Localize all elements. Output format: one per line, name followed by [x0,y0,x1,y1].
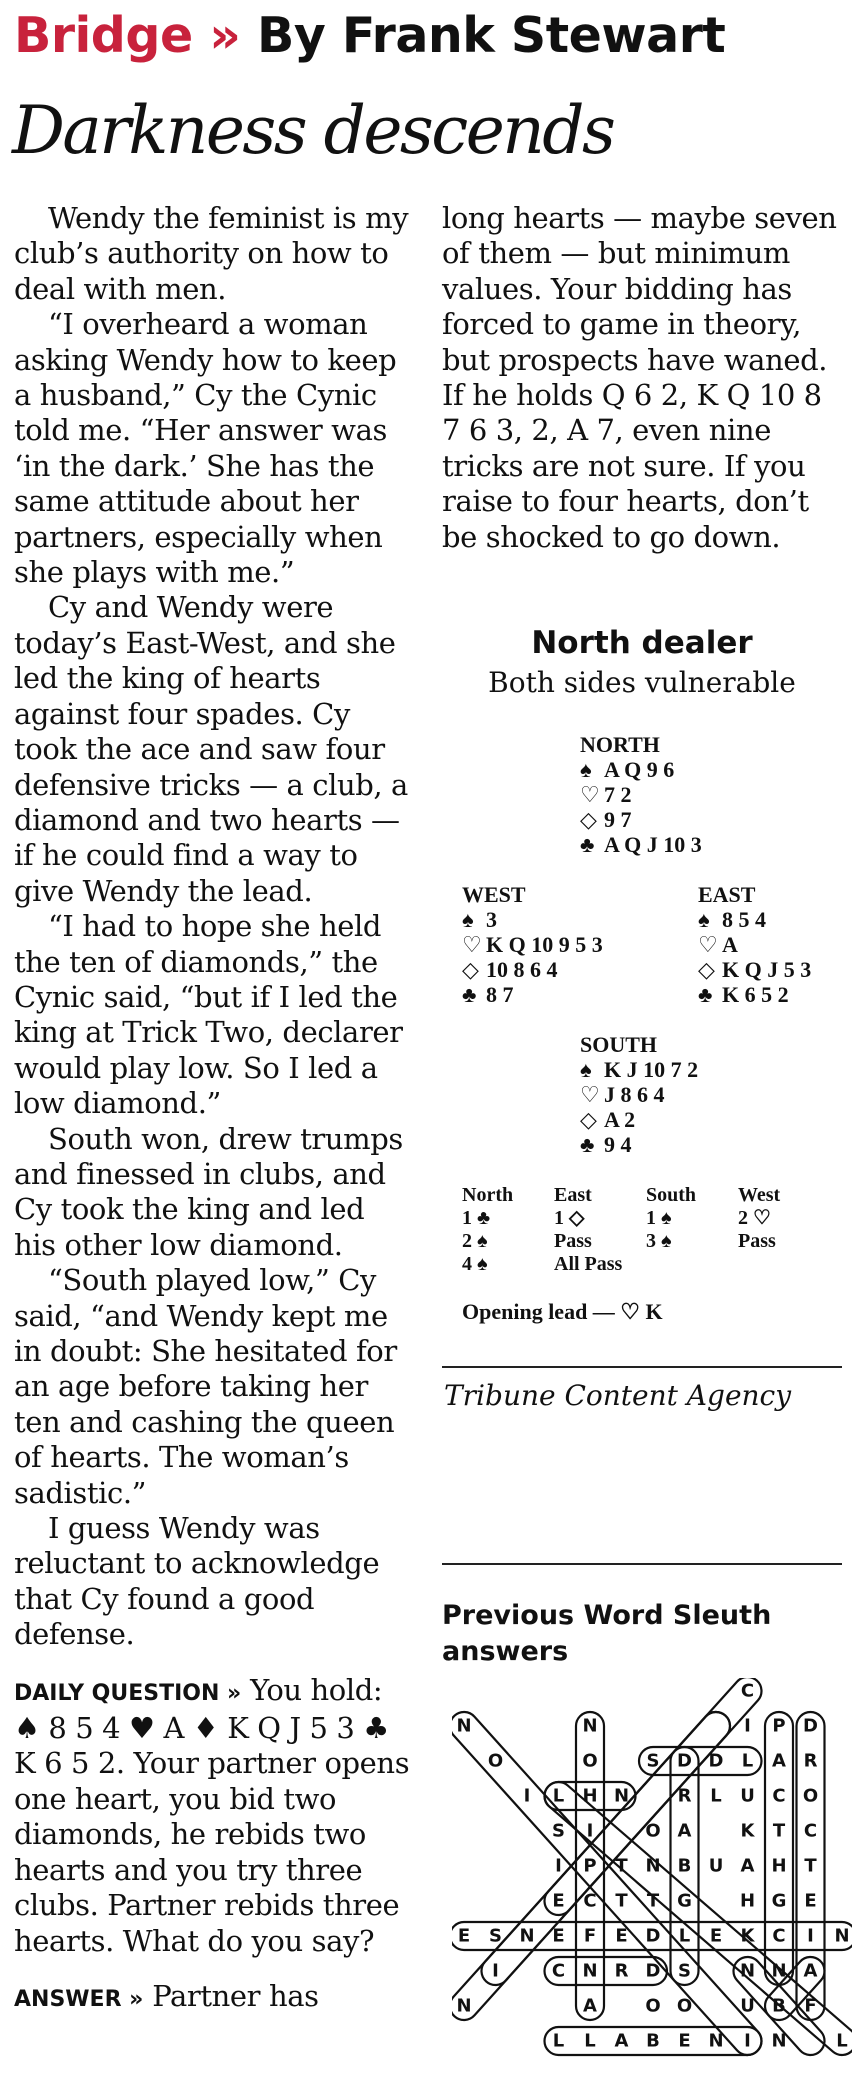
grid-letter: B [646,2030,660,2052]
grid-letter: D [645,1925,661,1947]
grid-letter: N [771,1960,787,1982]
grid-letter: C [772,1785,786,1807]
grid-letter: O [645,1995,661,2017]
article-right-column [442,201,842,555]
answer-loop [759,1951,830,2026]
grid-letter: I [744,2030,751,2052]
daily-question [14,1673,414,1959]
grid-letter: N [834,1925,850,1947]
holding: 7 2 [604,782,632,807]
holding: A 2 [604,1107,636,1132]
grid-letter: E [457,1925,471,1947]
daily-question-text: You hold: ♠ 8 5 4 ♥ A ♦ K Q J 5 3 ♣ K 6 5 2. Your partner opens one heart, you bid two diamonds, he rebids two hearts and you try three clubs. Partner rebids three hearts. What do you say? [14,1672,410,1958]
grid-letter: D [677,1750,692,1772]
grid-letter: F [583,1925,597,1947]
hand-east [698,882,811,1007]
grid-letter: A [740,1855,755,1877]
grid-letter: E [804,1890,817,1912]
byline: By Frank Stewart [256,7,726,64]
grid-letter: T [804,1855,817,1877]
article-paragraph: “South played low,” Cy said, “and Wendy kept me in doubt: She hesitated for an age before taking her ten and cashing the queen of hearts. The woman’s sadistic.” [14,1263,397,1510]
grid-letter: C [772,1925,786,1947]
bidding-header: East [554,1184,592,1206]
grid-letter: A [583,1995,597,2017]
diamond-icon: ◇ [580,1107,597,1132]
grid-letter: N [708,2030,724,2052]
header-separator: » [209,7,241,64]
bidding-table [462,1184,842,1276]
hand-west [462,882,603,1007]
grid-letter: F [804,1995,817,2017]
grid-letter: N [739,1960,756,1982]
grid-letter: A [803,1960,818,1982]
holding: 8 7 [486,982,514,1007]
grid-letter: A [614,2030,629,2052]
seat-label: WEST [462,882,526,907]
divider [442,1563,842,1565]
club-icon: ♣ [462,982,477,1007]
club-icon: ♣ [698,982,713,1007]
grid-letter: N [582,1960,598,1982]
grid-letter: O [582,1750,598,1772]
article-paragraph: “I had to hope she held the ten of diamonds,” the Cynic said, “but if I led the king at Trick Two, declarer would play low. So I led a low diamond.” [14,909,403,1121]
grid-letter: N [456,1715,472,1737]
bidding-header: North [462,1184,514,1206]
bid: All Pass [554,1253,623,1275]
grid-letter: G [677,1890,692,1912]
grid-letter: N [456,1995,472,2017]
answer-loop [452,1678,767,2026]
holding: A Q J 10 3 [604,832,702,857]
holding: 9 4 [604,1132,632,1157]
daily-question-label: DAILY QUESTION » [14,1680,242,1706]
grid-letter: N [519,1925,535,1947]
spade-icon: ♠ [462,907,474,932]
bid: 1 ◇ [554,1207,585,1229]
bid: 2 ♠ [462,1230,488,1252]
grid-letter: T [615,1890,628,1912]
bid: Pass [554,1230,592,1252]
grid-letter: S [646,1750,660,1772]
bidding-row [462,1230,842,1253]
bid: Pass [738,1230,776,1252]
holding: K J 10 7 2 [604,1057,699,1082]
grid-letter: N [771,2030,787,2052]
grid-letter: N [582,1715,598,1737]
seat-label: NORTH [580,732,660,757]
holding: K Q 10 9 5 3 [486,932,603,957]
club-icon: ♣ [580,1132,595,1157]
spade-icon: ♠ [580,757,592,782]
word-sleuth-title: Previous Word Sleuth answers [442,1600,772,1667]
grid-letter: I [523,1785,531,1807]
grid-letter: I [555,1855,562,1877]
answer-start [14,1979,414,2017]
bidding-header-row [462,1184,842,1207]
grid-letter: O [645,1820,661,1842]
grid-letter: R [803,1750,818,1772]
holding: A Q 9 6 [604,757,675,782]
diamond-icon: ◇ [580,807,597,832]
grid-letter: L [741,1750,754,1772]
diamond-icon: ◇ [698,957,715,982]
heart-icon: ♡ [698,932,718,957]
article-paragraph: I guess Wendy was reluctant to acknowledge that Cy found a good defense. [14,1511,380,1652]
grid-letter: C [583,1890,597,1912]
grid-letter: L [836,2030,848,2052]
grid-letter: P [772,1715,786,1737]
grid-letter: I [586,1820,594,1842]
grid-letter: A [772,1750,786,1772]
grid-letter: L [552,2030,565,2052]
grid-letter: E [615,1925,628,1947]
grid-letter: U [740,1995,755,2017]
grid-letter: T [646,1890,660,1912]
grid-letter: N [645,1855,661,1877]
article-paragraph: South won, drew trumps and finessed in clubs, and Cy took the king and led his other low diamond. [14,1121,403,1262]
holding: 3 [486,907,497,932]
heart-icon: ♡ [580,1082,600,1107]
deal-title: North dealer [531,625,753,661]
bid: 1 ♣ [462,1207,491,1229]
heart-icon: ♡ [462,932,482,957]
grid-letter: E [552,1890,565,1912]
grid-letter: D [803,1715,818,1737]
grid-letter: K [740,1925,755,1947]
bidding-header: South [646,1184,697,1206]
grid-letter: A [677,1820,692,1842]
grid-letter: B [677,1855,692,1877]
grid-letter: L [552,1785,565,1807]
deal-vulnerability: Both sides vulnerable [488,666,796,699]
bid: 3 ♠ [646,1230,672,1252]
credit: Tribune Content Agency [444,1379,792,1412]
diamond-icon: ◇ [462,957,479,982]
bid: 4 ♠ [462,1253,488,1275]
bid: 2 ♡ [738,1207,771,1229]
divider [442,1366,842,1368]
grid-letter: H [582,1785,598,1807]
grid-letter: I [807,1925,814,1947]
grid-letter: E [709,1925,723,1947]
bidding-header: West [738,1184,781,1206]
article-paragraph: Wendy the feminist is my club’s authority on how to deal with men. [14,201,409,306]
grid-letter: B [772,1995,786,2017]
grid-letter: R [677,1785,692,1807]
grid-letter: T [772,1820,786,1842]
grid-letter: T [615,1855,628,1877]
grid-letter: S [552,1820,565,1842]
hand-north [580,732,702,857]
column-header [14,6,844,66]
bid: 1 ♠ [646,1207,672,1229]
holding: K Q J 5 3 [722,957,812,982]
headline: Darkness descends [12,92,614,169]
holding: 9 7 [604,807,632,832]
heart-icon: ♡ [580,782,600,807]
grid-letter: S [489,1925,502,1947]
answer-loop [539,1706,736,1921]
grid-letter: C [551,1960,566,1982]
answer-continued: long hearts — maybe seven of them — but minimum values. Your bidding has forced to game in theory, but prospects have waned. If he holds Q 6 2, K Q 10 8 7 6 3, 2, A 7, even nine tricks are not sure. If you raise to four hearts, don’t be shocked to go down. [442,201,837,554]
grid-letter: O [802,1785,819,1807]
grid-letter: K [740,1820,755,1842]
holding: K 6 5 2 [722,982,789,1007]
answer-loop [476,1706,736,1991]
grid-letter: I [492,1960,499,1982]
grid-letter: G [771,1890,787,1912]
grid-letter: I [744,1715,751,1737]
grid-letter: L [584,2030,596,2052]
grid-letter: C [740,1680,755,1702]
holding: 10 8 6 4 [486,957,558,982]
grid-letter: N [613,1785,630,1807]
article-left-column [14,201,414,2017]
bidding-row [462,1207,842,1230]
article-paragraph: Cy and Wendy were today’s East-West, and she led the king of hearts against four spades. Cy took the ace and saw four defensive tricks — a club, a diamond and two hearts — if he could find a way to give Wendy the lead. [14,590,408,908]
grid-letter: E [552,1925,565,1947]
bidding-row [462,1253,842,1276]
grid-letter: H [771,1855,787,1877]
grid-letter: U [740,1785,755,1807]
holding: 8 5 4 [722,907,766,932]
section-name: Bridge [14,7,193,64]
grid-letter: U [708,1855,724,1877]
grid-letter: R [614,1960,629,1982]
grid-letter: C [803,1820,818,1842]
spade-icon: ♠ [698,907,710,932]
club-icon: ♣ [580,832,595,857]
grid-letter: P [583,1855,597,1877]
holding: A [722,932,738,957]
bid [646,1253,738,1276]
grid-letter: H [739,1890,756,1912]
seat-label: EAST [698,882,756,907]
opening-lead: Opening lead — ♡ K [462,1299,663,1324]
answer-lead: Partner has [152,1978,319,2013]
grid-letter: L [678,1925,691,1947]
seat-label: SOUTH [580,1032,658,1057]
grid-letter: L [710,1785,722,1807]
bid [738,1253,830,1276]
article-paragraph: “I overheard a woman asking Wendy how to keep a husband,” Cy the Cynic told me. “Her answer was ‘in the dark.’ She has the same attitude about her partners, especially when she plays with me.” [14,307,397,590]
grid-letter: O [487,1750,504,1772]
hand-south [580,1032,698,1157]
grid-letter: D [645,1960,661,1982]
grid-letter: O [676,1995,693,2017]
grid-letter: S [678,1960,691,1982]
answer-label: ANSWER » [14,1986,144,2012]
holding: J 8 6 4 [604,1082,665,1107]
word-sleuth-grid [452,1678,852,2098]
grid-letter: E [678,2030,691,2052]
spade-icon: ♠ [580,1057,592,1082]
grid-letter: D [708,1750,724,1772]
